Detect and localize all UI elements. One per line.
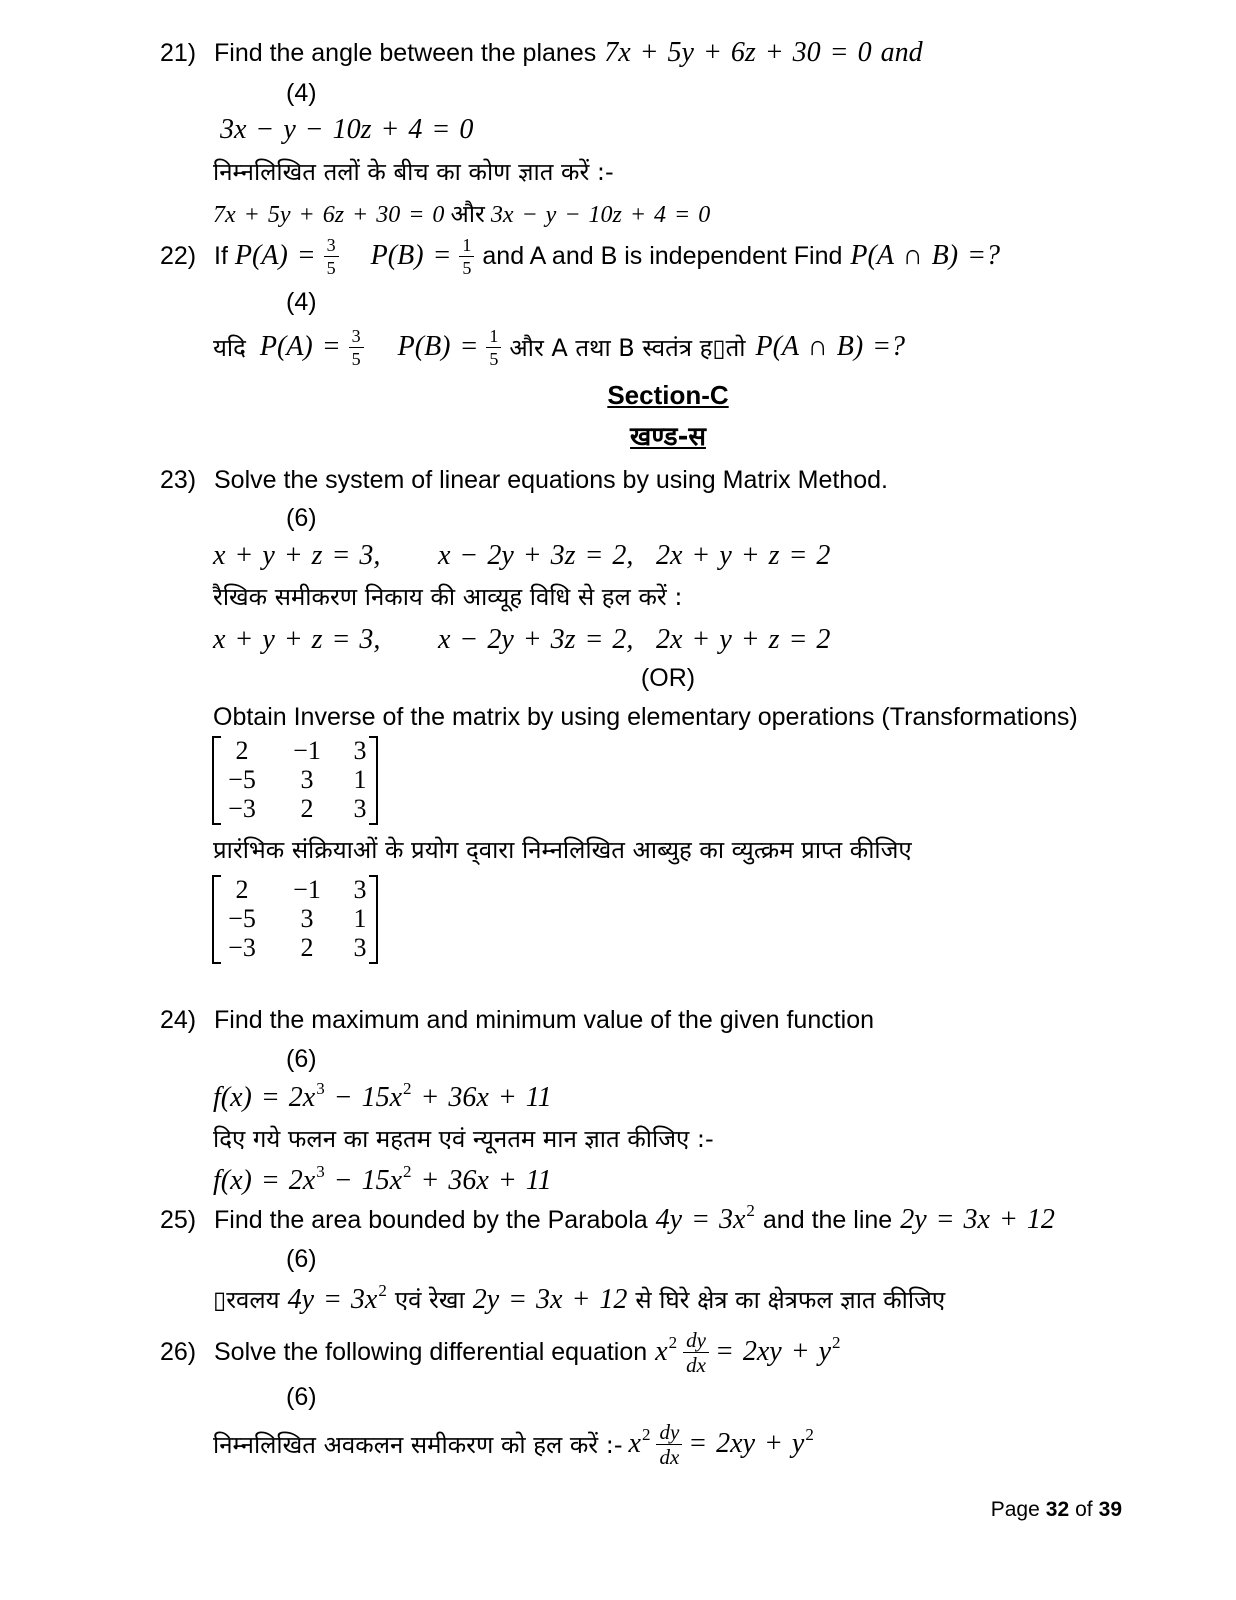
fraction-denominator: 5: [462, 257, 472, 278]
equation-2: x − 2y + 3z = 2,: [438, 624, 634, 655]
equation-1: x + y + z = 3,: [213, 540, 381, 571]
matrix-grid: [217, 875, 373, 962]
marks-label: (4): [286, 79, 317, 107]
matrix-cell: 3: [353, 735, 367, 765]
q21-question-line: [160, 36, 923, 70]
matrix-grid: [217, 736, 373, 823]
matrix-cell: 3: [300, 903, 314, 933]
question-text: Find the angle between the planes: [214, 39, 597, 67]
matrix-cell: −1: [293, 735, 321, 765]
fraction-numerator: dy: [683, 1330, 709, 1353]
marks-label: (4): [286, 288, 317, 316]
equation-1: x + y + z = 3,: [213, 624, 381, 655]
fraction-probability-b: [459, 236, 474, 277]
exponent: 2: [403, 1079, 412, 1098]
question-number: 24): [160, 1006, 197, 1034]
question-text: Find the maximum and minimum value of the given function: [214, 1006, 875, 1034]
plane-equation-2: 3x − y − 10z + 4 = 0: [490, 202, 711, 228]
question-if-hindi: यदि: [213, 333, 246, 362]
question-text: and the line: [762, 1206, 893, 1234]
matrix-cell: 2: [235, 735, 249, 765]
fraction-numerator: 1: [459, 236, 474, 257]
intersection-expression: P(A ∩ B) =?: [850, 240, 1000, 271]
exponent: 2: [832, 1333, 841, 1352]
exponent: 2: [746, 1201, 755, 1220]
marks-label: (6): [286, 1245, 317, 1273]
fraction-denominator: 5: [351, 348, 361, 369]
marks-label: (6): [286, 1383, 317, 1411]
matrix-cell: 1: [353, 903, 367, 933]
matrix-cell: 3: [353, 793, 367, 823]
probability-b-lhs: P(B) =: [370, 240, 452, 271]
function-expression: [213, 1081, 552, 1115]
fraction-numerator: dy: [656, 1422, 682, 1445]
matrix-cell: 2: [300, 932, 314, 962]
exponent: 2: [378, 1281, 387, 1300]
question-number: 26): [160, 1337, 197, 1366]
exponent: 3: [316, 1162, 325, 1181]
exponent: 2: [403, 1162, 412, 1181]
linear-equations-row: [0, 623, 1236, 657]
question-text-hindi: से घिरे क्षेत्र का क्षेत्रफल ज्ञात कीजिए: [635, 1286, 946, 1314]
matrix-cell: −5: [228, 764, 256, 794]
matrix-cell: 2: [235, 874, 249, 904]
matrix-cell: 3: [300, 764, 314, 794]
fraction-probability-b: [486, 327, 501, 368]
question-number: 21): [160, 39, 197, 67]
matrix: [212, 875, 378, 964]
exponent: 3: [316, 1079, 325, 1098]
page-label: Page: [990, 1498, 1040, 1521]
question-text-hindi: रैखिक समीकरण निकाय की आव्यूह विधि से हल करें :: [213, 583, 683, 611]
question-text: and A and B is independent Find: [482, 241, 843, 270]
exponent: 2: [805, 1425, 814, 1444]
lhs-variable: x: [628, 1428, 641, 1459]
section-title-hindi: खण्ड-स: [630, 422, 706, 452]
derivative-fraction: [683, 1327, 709, 1377]
plane-equation-1: 7x + 5y + 6z + 30 = 0: [604, 37, 872, 68]
or-separator: (OR): [640, 664, 696, 692]
of-label: of: [1075, 1498, 1093, 1521]
fraction-denominator: 5: [489, 348, 499, 369]
matrix-cell: 1: [353, 764, 367, 794]
fraction-denominator: 5: [326, 257, 336, 278]
intersection-expression: P(A ∩ B) =?: [755, 331, 906, 362]
question-number: 23): [160, 466, 197, 494]
question-text-hindi: निम्नलिखित तलों के बीच का कोण ज्ञात करें :-: [213, 158, 614, 186]
q26-question-line: [160, 1327, 841, 1377]
matrix-cell: −3: [228, 793, 256, 823]
probability-a-lhs: P(A) =: [234, 240, 316, 271]
q24-question-line: [160, 1003, 874, 1037]
derivative-fraction: [656, 1419, 682, 1469]
linear-equations-row: [0, 539, 1236, 573]
question-text: Solve the following differential equation: [214, 1337, 648, 1366]
matrix: [212, 736, 378, 825]
lhs-variable: x: [655, 1336, 668, 1367]
fraction-denominator: dx: [686, 1352, 706, 1377]
question-text: Find the area bounded by the Parabola: [214, 1206, 648, 1234]
page-footer: [991, 1493, 1122, 1527]
probability-b-lhs: P(B) =: [397, 331, 479, 362]
function-term: + 36x + 11: [411, 1165, 552, 1196]
matrix-cell: 3: [353, 932, 367, 962]
function-term: − 15x: [324, 1082, 403, 1113]
function-term: + 36x + 11: [411, 1082, 552, 1113]
q23-question-line: [160, 463, 888, 497]
right-bracket: [369, 736, 378, 825]
question-text-hindi: एवं रेखा: [394, 1286, 465, 1314]
question-text-hindi: और A तथा B स्वतंत्र ह▯तो: [509, 333, 746, 362]
fraction-numerator: 3: [349, 327, 364, 348]
right-bracket: [369, 875, 378, 964]
page-number: 32: [1045, 1498, 1070, 1521]
question-number: 25): [160, 1206, 197, 1234]
question-text-hindi: निम्नलिखित अवकलन समीकरण को हल करें :-: [213, 1430, 623, 1459]
exponent: 2: [668, 1333, 678, 1352]
q26-hindi-line: [213, 1419, 814, 1469]
alternative-question-text-hindi: प्रारंभिक संक्रियाओं के प्रयोग द्‌वारा निम्नलिखित आब्युह का व्युत्क्रम प्राप्त कीजिए: [213, 836, 912, 864]
conjunction-aur: और: [450, 200, 485, 228]
marks-label: (6): [286, 504, 317, 532]
marks-label: (6): [286, 1045, 317, 1073]
question-text: Solve the system of linear equations by using Matrix Method.: [214, 466, 888, 494]
rhs-expression: = 2xy + y: [714, 1336, 832, 1367]
rhs-expression: = 2xy + y: [688, 1428, 805, 1459]
question-text-hindi: दिए गये फलन का महतम एवं न्यूनतम मान ज्ञात कीजिए :-: [213, 1125, 714, 1153]
q22-question-line: [160, 231, 1000, 281]
fraction-probability-a: [349, 327, 364, 368]
plane-equation-2: 3x − y − 10z + 4 = 0: [220, 114, 474, 145]
exponent: 2: [641, 1425, 651, 1444]
matrix-cell: −5: [228, 903, 256, 933]
matrix-cell: 2: [300, 793, 314, 823]
function-expression: [213, 1164, 552, 1198]
function-term: f(x) = 2x: [213, 1082, 316, 1113]
equation-3: 2x + y + z = 2: [656, 540, 831, 571]
fraction-numerator: 3: [324, 236, 339, 257]
q22-hindi-line: [213, 322, 905, 372]
fraction-probability-a: [324, 236, 339, 277]
matrix-cell: −1: [293, 874, 321, 904]
line-equation: 2y = 3x + 12: [472, 1284, 628, 1315]
question-if: If: [214, 241, 228, 270]
probability-a-lhs: P(A) =: [259, 331, 341, 362]
conjunction-and: and: [880, 37, 923, 68]
alternative-question-text: Obtain Inverse of the matrix by using elementary operations (Transformations): [213, 703, 1078, 731]
function-term: − 15x: [324, 1165, 403, 1196]
question-number: 22): [160, 241, 197, 270]
q21-equations-hindi-line: [213, 197, 710, 231]
parabola-equation: 4y = 3x: [655, 1204, 746, 1235]
q25-question-line: [160, 1203, 1055, 1237]
plane-equation-1: 7x + 5y + 6z + 30 = 0: [213, 202, 445, 228]
section-title: Section-C: [607, 380, 729, 410]
total-pages: 39: [1098, 1498, 1122, 1521]
matrix-cell: −3: [228, 932, 256, 962]
equation-3: 2x + y + z = 2: [656, 624, 831, 655]
line-equation: 2y = 3x + 12: [900, 1204, 1055, 1235]
fraction-numerator: 1: [486, 327, 501, 348]
function-term: f(x) = 2x: [213, 1165, 316, 1196]
matrix-cell: 3: [353, 874, 367, 904]
fraction-denominator: dx: [659, 1444, 680, 1469]
parabola-equation: 4y = 3x: [287, 1284, 378, 1315]
parabola-word-hindi: ▯रवलय: [213, 1286, 280, 1314]
equation-2: x − 2y + 3z = 2,: [438, 540, 634, 571]
q25-hindi-line: [213, 1283, 945, 1317]
